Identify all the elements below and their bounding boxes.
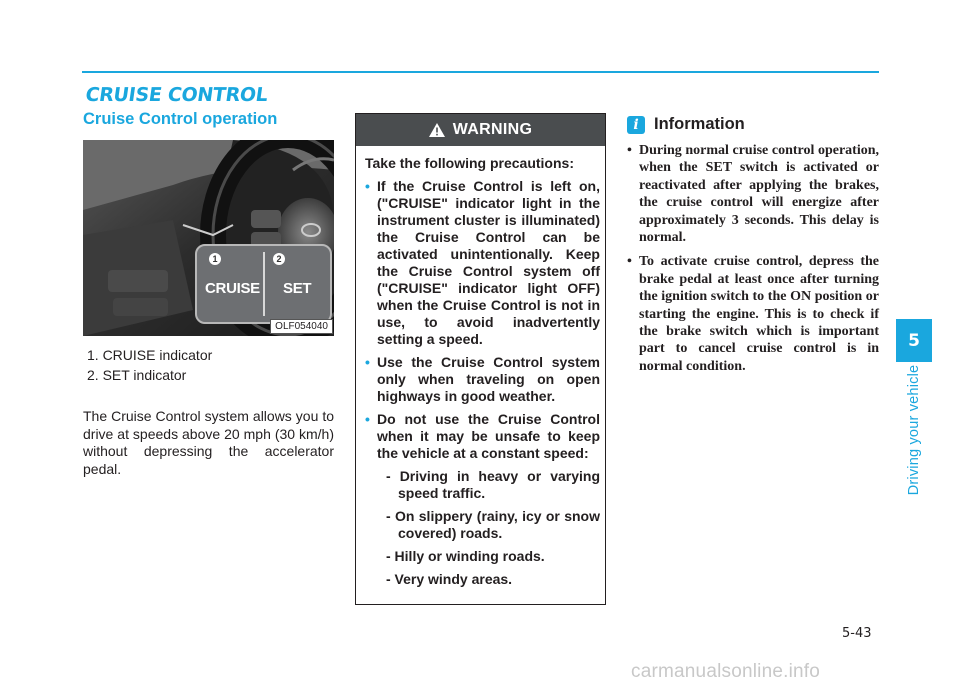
cruise-description: The Cruise Control system allows you to drive at speeds above 20 mph (30 km/h) without depressing the accelerator pedal.: [83, 408, 334, 477]
warning-sub-item: - Hilly or winding roads.: [386, 548, 545, 564]
chapter-number-tab: 5: [896, 319, 932, 362]
warning-intro: Take the following precautions:: [365, 155, 574, 171]
cruise-switch-label: CRUISE: [205, 280, 260, 297]
information-item: • During normal cruise control operation, when the SET switch is activated or reactivated after applying the brakes, the cruise control will energize after approximately 3 seconds. This delay is normal.: [627, 142, 879, 246]
warning-box: [355, 113, 606, 605]
information-body: [627, 142, 879, 382]
watermark: carmanualsonline.info: [631, 661, 821, 682]
callout-number-2: 2: [273, 253, 285, 265]
page-number: 5-43: [842, 626, 872, 641]
warning-sub-item: - Very windy areas.: [386, 571, 513, 587]
indicator-list: [87, 345, 337, 385]
switch-divider: [263, 252, 265, 316]
chapter-name: Driving your vehicle: [906, 364, 922, 496]
indicator-item: 2. SET indicator: [87, 367, 187, 383]
steering-switch-callout: [195, 244, 332, 324]
top-rule: [82, 71, 879, 73]
warning-header: [356, 114, 605, 146]
information-item: • To activate cruise control, depress the brake pedal at least once after turning the ignition switch to the ON position or starting the engine. This is to check if the brake switch which is important part to cancel cruise control is in normal condition.: [627, 253, 879, 375]
section-title: CRUISE CONTROL: [84, 84, 270, 106]
warning-triangle-icon: [429, 123, 445, 137]
information-title: Information: [654, 115, 745, 133]
warning-bullet: • Do not use the Cruise Control when it may be unsafe to keep the vehicle at a constant speed:: [365, 411, 600, 462]
warning-title: WARNING: [452, 121, 533, 138]
warning-body: [356, 146, 605, 588]
set-switch-label: SET: [283, 280, 312, 297]
figure-code: OLF054040: [270, 319, 333, 334]
information-header: [627, 115, 745, 134]
cruise-control-figure: [83, 140, 334, 336]
callout-number-1: 1: [209, 253, 221, 265]
indicator-item: 1. CRUISE indicator: [87, 347, 213, 363]
warning-bullet: • Use the Cruise Control system only when traveling on open highways in good weather.: [365, 354, 600, 405]
warning-sub-item: - On slippery (rainy, icy or snow covered) roads.: [386, 508, 600, 541]
subsection-title: Cruise Control operation: [83, 110, 278, 128]
information-icon: i: [627, 116, 645, 134]
warning-bullet: • If the Cruise Control is left on, ("CRUISE" indicator light in the instrument cluster is illuminated) the Cruise Control can be activated unintentionally. Keep the Cruise Control system off ("CRUISE" indicator light OFF) when the Cruise Control is not in use, to avoid inadvertently setting a speed.: [365, 178, 600, 348]
warning-sub-item: - Driving in heavy or varying speed traffic.: [386, 468, 600, 501]
